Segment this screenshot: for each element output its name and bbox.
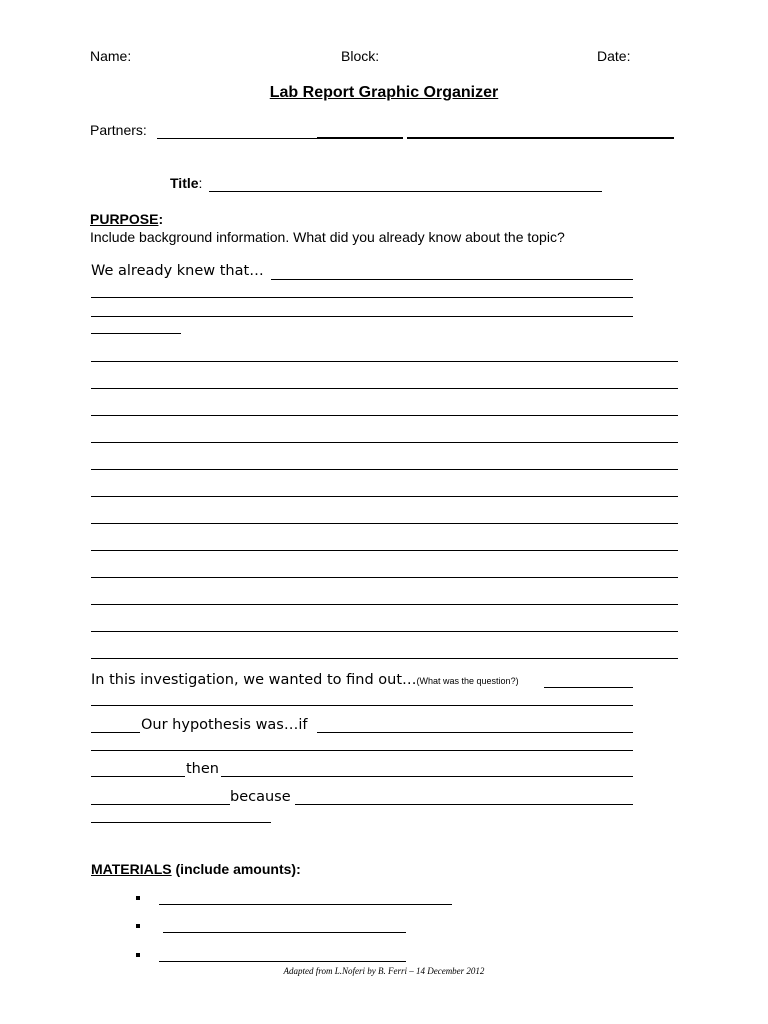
because-line-2[interactable] [91, 822, 271, 823]
writing-line[interactable] [91, 577, 678, 578]
investigation-row [91, 672, 519, 688]
purpose-heading-colon: : [158, 211, 164, 227]
knew-line-3[interactable] [91, 316, 633, 317]
materials-line-2[interactable] [163, 932, 406, 933]
partners-line-3[interactable] [407, 137, 674, 139]
writing-line[interactable] [91, 550, 678, 551]
writing-line[interactable] [91, 442, 678, 443]
materials-line-1[interactable] [159, 904, 452, 905]
report-title-label: Title [170, 175, 199, 191]
writing-line[interactable] [91, 496, 678, 497]
investigation-prompt: In this investigation, we wanted to find out… [91, 672, 417, 688]
writing-line[interactable] [91, 415, 678, 416]
investigation-line-1[interactable] [544, 687, 633, 688]
purpose-instruction: Include background information. What did you already know about the topic? [90, 229, 565, 245]
hypothesis-prompt: Our hypothesis was…if [141, 717, 308, 733]
bullet-icon [136, 896, 140, 900]
document-title: Lab Report Graphic Organizer [269, 84, 499, 101]
investigation-hint: (What was the question?) [416, 676, 519, 686]
footer-credit: Adapted from L.Noferi by B. Ferri – 14 December 2012 [283, 966, 485, 976]
materials-heading [91, 861, 301, 877]
hypothesis-if-line[interactable] [317, 732, 633, 733]
bullet-icon [136, 924, 140, 928]
materials-heading-text: MATERIALS [91, 861, 172, 877]
then-label: then [186, 761, 219, 777]
materials-note: (include amounts): [171, 861, 301, 877]
bullet-icon [136, 953, 140, 957]
date-label: Date: [597, 48, 631, 64]
writing-line[interactable] [91, 361, 678, 362]
purpose-heading [90, 211, 163, 227]
hypothesis-line-2[interactable] [91, 750, 633, 751]
then-line[interactable] [221, 776, 633, 777]
then-lead-line[interactable] [91, 776, 185, 777]
block-label: Block: [341, 48, 380, 64]
knew-line-4[interactable] [91, 333, 181, 334]
because-line[interactable] [295, 804, 633, 805]
knew-line-2[interactable] [91, 297, 633, 298]
partners-label: Partners: [90, 122, 147, 138]
investigation-line-2[interactable] [91, 705, 633, 706]
because-label: because [230, 789, 291, 805]
knew-line-1[interactable] [271, 279, 633, 280]
writing-line[interactable] [91, 523, 678, 524]
writing-line[interactable] [91, 658, 678, 659]
name-label: Name: [90, 48, 132, 64]
because-lead-line[interactable] [91, 804, 230, 805]
partners-line-2[interactable] [317, 137, 403, 139]
hypothesis-lead-line[interactable] [91, 732, 140, 733]
report-title-row: Title: [170, 175, 203, 191]
writing-line[interactable] [91, 604, 678, 605]
writing-line[interactable] [91, 469, 678, 470]
report-title-line[interactable] [209, 191, 602, 192]
partners-line-1[interactable] [157, 138, 317, 139]
materials-line-3[interactable] [159, 961, 406, 962]
purpose-heading-text: PURPOSE [90, 211, 159, 227]
writing-line[interactable] [91, 388, 678, 389]
writing-line[interactable] [91, 631, 678, 632]
knew-prompt: We already knew that… [91, 263, 264, 279]
